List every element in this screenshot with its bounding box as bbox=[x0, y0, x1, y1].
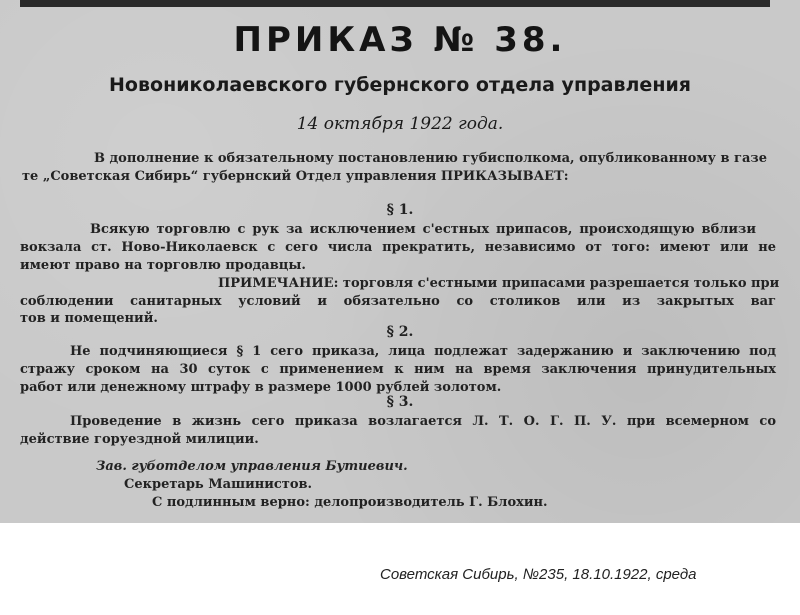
section-3-line-1: Проведение в жизнь сего приказа возлагается Л. Т. О. Г. П. У. при всемерном со bbox=[70, 414, 776, 429]
order-title: ПРИКАЗ № 38. bbox=[233, 20, 567, 60]
section-2-line-1: Не подчиняющиеся § 1 сего приказа, лица подлежат задержанию и заключению под bbox=[70, 344, 776, 359]
section-1-line-1: Всякую торговлю с рук за исключением с'естных припасов, происходящую вблизи bbox=[90, 222, 756, 237]
section-2-heading: § 2. bbox=[386, 324, 414, 340]
source-caption: Советская Сибирь, №235, 18.10.1922, среда bbox=[380, 566, 697, 583]
signature-secretary: Секретарь Машинистов. bbox=[124, 477, 313, 492]
section-1-line-3: имеют право на торговлю продавцы. bbox=[20, 258, 306, 273]
top-rule bbox=[20, 0, 770, 7]
section-2-line-3: работ или денежному штрафу в размере 1000 рублей золотом. bbox=[20, 380, 502, 395]
signature-head: Зав. губотделом управления Бутиевич. bbox=[96, 459, 408, 474]
order-subtitle: Новониколаевского губернского отдела управления bbox=[109, 74, 691, 96]
section-1-line-2: вокзала ст. Ново-Николаевск с сего числа прекратить, независимо от того: имеют или не bbox=[20, 240, 776, 255]
signature-clerk: С подлинным верно: делопроизводитель Г. Блохин. bbox=[152, 495, 548, 510]
intro-line-1: В дополнение к обязательному постановлению губисполкома, опубликованному в газе bbox=[94, 151, 767, 166]
section-1-heading: § 1. bbox=[386, 202, 414, 218]
section-2-line-2: стражу сроком на 30 суток с применением к ним на время заключения принудительных bbox=[20, 362, 776, 377]
section-3-line-2: действие горуездной милиции. bbox=[20, 432, 259, 447]
order-date: 14 октября 1922 года. bbox=[296, 114, 504, 134]
note-line-1: ПРИМЕЧАНИЕ: торговля с'естными припасами разрешается только при bbox=[218, 276, 780, 291]
section-3-heading: § 3. bbox=[386, 394, 414, 410]
note-line-3: тов и помещений. bbox=[20, 311, 158, 326]
intro-line-2: те „Советская Сибирь“ губернский Отдел управления ПРИКАЗЫВАЕТ: bbox=[22, 169, 569, 184]
note-line-2: соблюдении санитарных условий и обязательно со столиков или из закрытых ваг bbox=[20, 294, 776, 309]
